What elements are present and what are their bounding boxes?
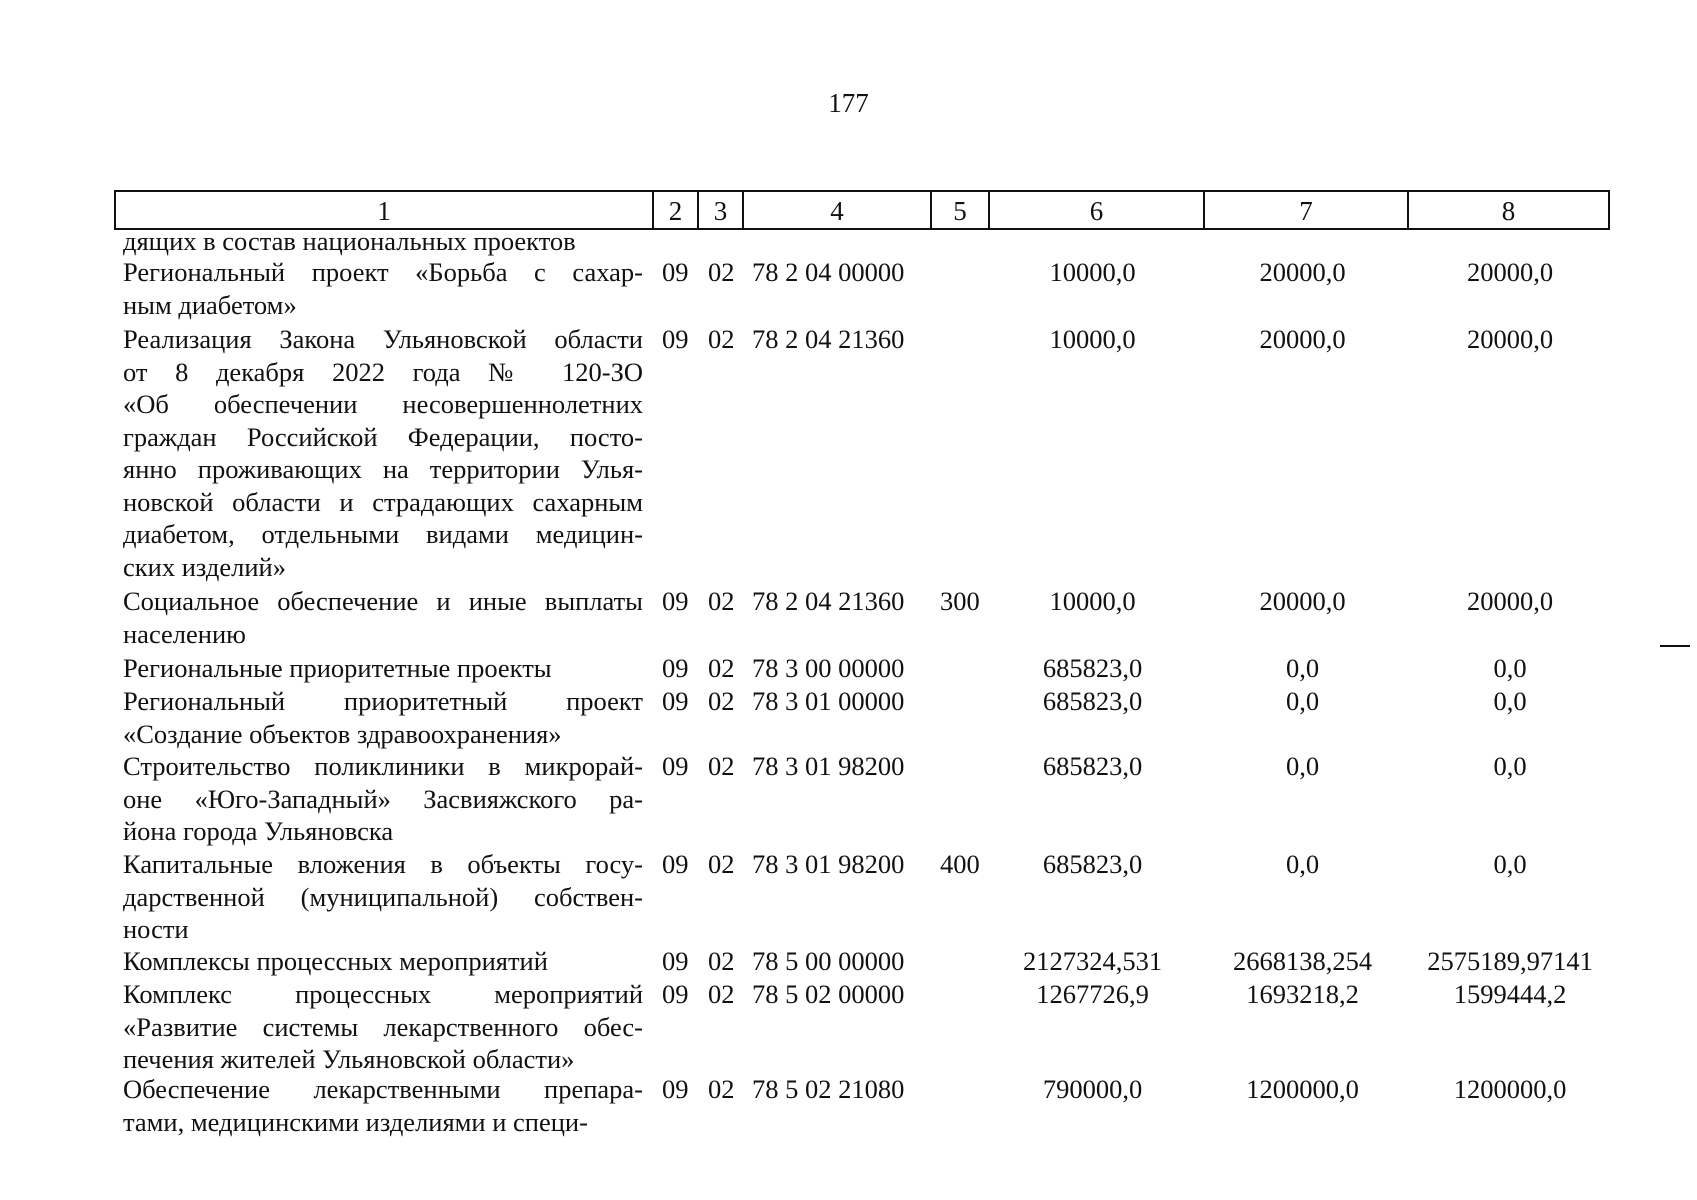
cell-col-8: 20000,0 [1466, 257, 1554, 287]
row-name-line: оне «Юго-Западный» Засвияжского ра- [123, 783, 643, 814]
header-col-7: 7 [1205, 192, 1409, 228]
header-col-8: 8 [1501, 196, 1516, 226]
cell-col-2: 09 [662, 946, 689, 976]
cell-col-6: 2127324,531 [1022, 946, 1163, 976]
cell-col-8: 0,0 [1493, 653, 1527, 683]
row-name-line: Капитальные вложения в объекты госу- [123, 849, 643, 879]
page-number: 177 [828, 88, 869, 118]
cell-col-3: 02 [708, 946, 735, 976]
cell-col-2: 09 [662, 686, 689, 716]
cell-col-3: 02 [708, 751, 735, 781]
cell-col-4: 78 3 01 00000 [752, 686, 905, 716]
cell-col-6: 685823,0 [1042, 849, 1143, 879]
cell-col-3: 02 [708, 653, 735, 683]
row-name-line: Социальное обеспечение и иные выплаты [123, 586, 643, 616]
cell-col-8: 2575189,97141 [1427, 946, 1593, 976]
cell-col-4: 78 2 04 00000 [752, 257, 905, 287]
cell-col-6: 10000,0 [1049, 586, 1136, 616]
table-header [114, 190, 1610, 230]
cell-col-3: 02 [708, 324, 735, 354]
row-name-line: «Создание объектов здравоохранения» [123, 718, 562, 749]
margin-mark [1660, 645, 1690, 647]
row-name-line: Реализация Закона Ульяновской области [123, 324, 643, 354]
cell-col-7: 1693218,2 [1246, 979, 1359, 1009]
row-name [123, 945, 643, 978]
row-name-line: Комплекс процессных мероприятий [123, 979, 643, 1009]
row-name-line: ности [123, 914, 189, 944]
row-name [123, 585, 643, 650]
cell-col-4: 78 2 04 21360 [752, 324, 905, 354]
row-name-line: «Об обеспечении несовершеннолетних [123, 389, 643, 419]
cell-col-6: 1267726,9 [1036, 979, 1149, 1009]
cell-col-2: 09 [662, 751, 689, 781]
cell-col-4: 78 3 01 98200 [752, 751, 905, 781]
cell-col-7: 20000,0 [1259, 324, 1346, 354]
row-name-line: Региональный приоритетный проект [123, 686, 643, 716]
cell-col-7: 20000,0 [1259, 257, 1346, 287]
cell-col-4: 78 3 00 00000 [752, 653, 905, 683]
cell-col-7: 1200000,0 [1246, 1074, 1359, 1104]
cell-col-2: 09 [662, 849, 689, 879]
cell-col-3: 02 [708, 979, 735, 1009]
row-name-line: ских изделий» [123, 551, 286, 582]
header-col-3: 3 [699, 192, 744, 228]
header-col-1: 1 [116, 192, 654, 228]
cell-col-6: 685823,0 [1042, 686, 1143, 716]
cell-col-8: 20000,0 [1466, 586, 1554, 616]
cell-col-4: 78 5 02 00000 [752, 979, 905, 1009]
cell-col-4: 78 2 04 21360 [752, 586, 905, 616]
cell-col-2: 09 [662, 586, 689, 616]
cell-col-6: 10000,0 [1049, 257, 1136, 287]
row-name-line: Региональные приоритетные проекты [123, 653, 552, 683]
cell-col-4: 78 5 00 00000 [752, 946, 905, 976]
row-name-line: населению [123, 618, 246, 649]
row-name-line: Строительство поликлиники в микрорай- [123, 751, 643, 781]
row-name-line: йона города Ульяновска [123, 816, 394, 846]
cell-col-7: 0,0 [1285, 653, 1320, 683]
cell-col-5: 300 [940, 586, 980, 616]
cell-col-7: 0,0 [1285, 751, 1320, 781]
row-name-line: ным диабетом» [123, 289, 297, 320]
header-col-2: 2 [654, 192, 699, 228]
row-name [123, 978, 643, 1076]
header-col-4: 4 [744, 192, 932, 228]
row-name-line: Обеспечение лекарственными препара- [123, 1074, 643, 1104]
row-name [123, 750, 643, 848]
row-name [123, 1073, 643, 1138]
cell-col-3: 02 [708, 1074, 735, 1104]
row-name [123, 848, 643, 946]
cell-col-2: 09 [662, 979, 689, 1009]
header-col-5: 5 [932, 192, 990, 228]
cell-col-2: 09 [662, 324, 689, 354]
row-name-line: «Развитие системы лекарственного обес- [123, 1011, 643, 1042]
row-name-line: от 8 декабря 2022 года № 120-ЗО [123, 356, 643, 387]
row-name-line: Комплексы процессных мероприятий [123, 946, 548, 976]
row-name-line: печения жителей Ульяновской области» [123, 1044, 575, 1074]
cell-col-8: 0,0 [1493, 686, 1527, 716]
cell-col-2: 09 [662, 1074, 689, 1104]
cell-col-6: 685823,0 [1042, 751, 1143, 781]
cell-col-8: 0,0 [1493, 751, 1527, 781]
row-name [123, 225, 643, 258]
cell-col-7: 0,0 [1285, 849, 1320, 879]
cell-col-7: 2668138,254 [1232, 946, 1373, 976]
row-name [123, 652, 643, 685]
row-name-line: граждан Российской Федерации, посто- [123, 421, 643, 452]
cell-col-6: 685823,0 [1042, 653, 1143, 683]
header-col-6: 6 [990, 192, 1205, 228]
cell-col-7: 20000,0 [1259, 586, 1346, 616]
cell-col-4: 78 5 02 21080 [752, 1074, 905, 1104]
cell-col-3: 02 [708, 586, 735, 616]
row-name-line: диабетом, отдельными видами медицин- [123, 519, 643, 549]
cell-col-5: 400 [940, 849, 980, 879]
cell-col-3: 02 [708, 849, 735, 879]
row-name-line: тами, медицинскими изделиями и специ- [123, 1106, 588, 1137]
row-name-line: дарственной (муниципальной) собствен- [123, 881, 643, 912]
row-name [123, 323, 643, 583]
cell-col-8: 1200000,0 [1453, 1074, 1567, 1104]
row-name-line: Региональный проект «Борьба с сахар- [123, 257, 643, 287]
row-name-line: дящих в состав национальных проектов [123, 226, 576, 256]
cell-col-3: 02 [708, 686, 735, 716]
cell-col-4: 78 3 01 98200 [752, 849, 905, 879]
cell-col-2: 09 [662, 653, 689, 683]
cell-col-8: 20000,0 [1466, 324, 1554, 354]
row-name [123, 685, 643, 750]
cell-col-6: 790000,0 [1042, 1074, 1143, 1104]
cell-col-3: 02 [708, 257, 735, 287]
cell-col-8: 0,0 [1493, 849, 1527, 879]
cell-col-2: 09 [662, 257, 689, 287]
cell-col-7: 0,0 [1285, 686, 1320, 716]
row-name-line: янно проживающих на территории Улья- [123, 454, 643, 484]
row-name-line: новской области и страдающих сахарным [123, 486, 643, 517]
cell-col-6: 10000,0 [1049, 324, 1136, 354]
row-name [123, 256, 643, 321]
cell-col-8: 1599444,2 [1453, 979, 1567, 1009]
